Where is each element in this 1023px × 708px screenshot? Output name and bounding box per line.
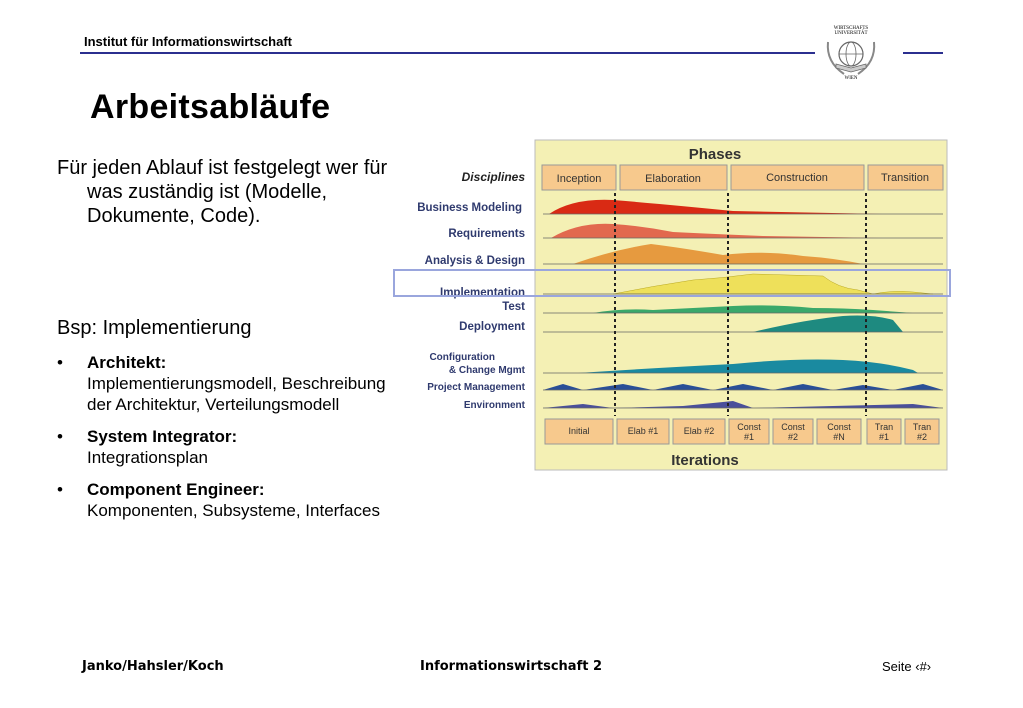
iteration-label: Tran [874,422,894,432]
iteration-label: #N [833,432,845,442]
role-term: • System Integrator: [87,427,238,446]
discipline-label: Environment [463,400,525,411]
iteration-label: Tran [912,422,932,432]
iteration-label: Initial [568,426,590,436]
phase-boxes [542,165,943,190]
discipline-labels [370,190,535,420]
intro-text: Für jeden Ablauf ist festgelegt wer für was zuständig ist (Modelle, Dokumente, Code). [57,157,388,227]
iteration-label: #2 [787,432,799,442]
roles-list [57,352,387,532]
footer-page-number: Seite ‹#› [882,659,932,674]
discipline-label: Test [502,301,525,313]
phase-label: Transition [881,172,929,184]
phase-label: Inception [556,173,602,185]
discipline-label: & Change Mgmt [448,365,525,376]
iteration-label: Const [827,422,851,432]
discipline-label: Business Modeling [417,202,522,214]
list-item [57,352,387,415]
iteration-boxes [545,419,939,444]
discipline-label: Implementation [440,287,525,299]
example-heading: Bsp: Implementierung [57,317,252,339]
disciplines-title: Disciplines [461,170,525,184]
list-item [57,426,387,468]
discipline-label: Deployment [459,321,525,333]
logo-line3: WIEN [844,76,858,81]
implementation-highlight [393,269,951,297]
iteration-label: #1 [878,432,890,442]
discipline-label: Project Management [427,382,525,393]
role-desc: Komponenten, Subsysteme, Interfaces [87,501,380,520]
iteration-label: #1 [743,432,755,442]
university-logo [822,22,880,82]
discipline-label: Configuration [429,352,495,363]
logo-line1: WIRTSCHAFTS [833,26,869,31]
phase-label: Construction [766,172,828,184]
discipline-label: Requirements [448,228,525,240]
logo-line2: UNIVERSITÄT [834,31,868,36]
iteration-label: Elab #2 [683,426,715,436]
iteration-label: #2 [916,432,928,442]
iterations-title: Iterations [671,452,739,469]
role-term: • Architekt: [87,353,167,372]
iteration-label: Const [781,422,805,432]
header-rule [80,52,815,54]
list-item [57,479,387,521]
footer-authors: Janko/Hahsler/Koch [82,659,224,674]
page-title: Arbeitsabläufe [90,88,331,126]
role-desc: Implementierungsmodell, Beschreibung der Architektur, Verteilungsmodell [87,374,386,414]
institute-header: Institut für Informationswirtschaft [84,34,292,49]
role-term: • Component Engineer: [87,480,265,499]
discipline-label: Analysis & Design [424,255,525,267]
iteration-label: Elab #1 [627,426,659,436]
footer-course: Informationswirtschaft 2 [420,659,603,674]
iteration-label: Const [737,422,761,432]
role-desc: Integrationsplan [87,448,208,467]
header-rule-right [903,52,943,54]
phase-label: Elaboration [645,173,701,185]
phases-title: Phases [688,146,742,163]
